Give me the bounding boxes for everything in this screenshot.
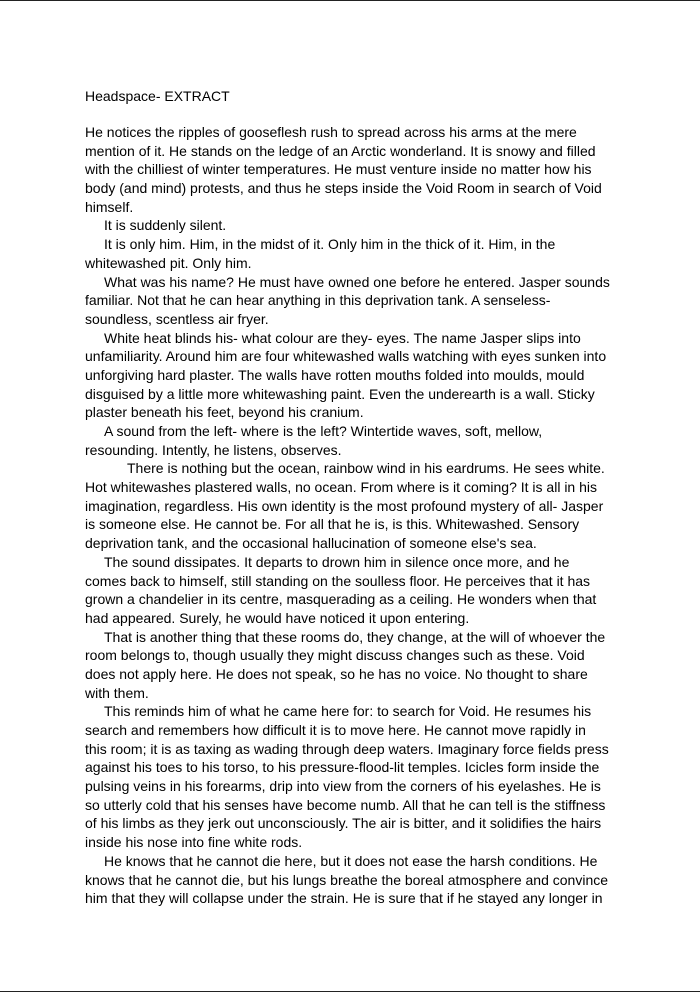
text-line: whitewashed pit. Only him. bbox=[85, 254, 252, 271]
text-line: room belongs to, though usually they might discuss changes such as these. Void bbox=[85, 647, 585, 664]
text-line: This reminds him of what he came here for: to search for Void. He resumes his bbox=[104, 703, 592, 720]
text-line: grown a chandelier in its centre, masquerading as a ceiling. He wonders when that bbox=[85, 591, 597, 608]
text-line: He knows that he cannot die here, but it does not ease the harsh conditions. He bbox=[104, 852, 598, 869]
text-line: body (and mind) protests, and thus he steps inside the Void Room in search of Void bbox=[85, 180, 602, 197]
text-line: pulsing veins in his forearms, drip into view from the corners of his eyelashes. He is bbox=[85, 778, 601, 795]
text-line: It is suddenly silent. bbox=[104, 217, 227, 234]
text-line: against his toes to his torso, to his pressure-flood-lit temples. Icicles form inside the bbox=[85, 759, 600, 776]
text-line: That is another thing that these rooms do, they change, at the will of whoever the bbox=[104, 628, 606, 645]
text-line: with the chilliest of winter temperatures. He must venture inside no matter how his bbox=[85, 161, 592, 178]
text-line: is someone else. He cannot be. For all that he is, is this. Whitewashed. Sensory bbox=[85, 516, 580, 533]
text-line: this room; it is as taxing as wading through deep waters. Imaginary force fields press bbox=[85, 740, 609, 757]
text-line: unfamiliarity. Around him are four whitewashed walls watching with eyes sunken into bbox=[85, 348, 607, 365]
text-line: of his limbs as they jerk out unconsciously. The air is bitter, and it solidifies the hairs bbox=[85, 815, 602, 832]
text-line: so utterly cold that his senses have become numb. All that he can tell is the stiffness bbox=[85, 796, 606, 813]
document-title: Headspace- EXTRACT bbox=[85, 88, 230, 104]
text-line: The sound dissipates. It departs to drown him in silence once more, and he bbox=[104, 553, 570, 570]
text-line: resounding. Intently, he listens, observes. bbox=[85, 441, 342, 458]
text-line: What was his name? He must have owned one before he entered. Jasper sounds bbox=[104, 273, 610, 290]
text-line: unforgiving hard plaster. The walls have rotten mouths folded into moulds, mould bbox=[85, 366, 585, 383]
text-line: It is only him. Him, in the midst of it. Only him in the thick of it. Him, in the bbox=[104, 236, 556, 253]
text-line: disguised by a little more whitewashing paint. Even the underearth is a wall. Sticky bbox=[85, 385, 595, 402]
text-line: search and remembers how difficult it is to move here. He cannot move rapidly in bbox=[85, 722, 586, 738]
text-line: Hot whitewashes plastered walls, no ocean. From where is it coming? It is all in his bbox=[85, 479, 597, 496]
text-line: familiar. Not that he can hear anything in this deprivation tank. A senseless- bbox=[85, 292, 551, 309]
text-line: inside his nose into fine white rods. bbox=[85, 834, 303, 851]
text-line: knows that he cannot die, but his lungs breathe the boreal atmosphere and convince bbox=[85, 871, 609, 888]
text-line: plaster beneath his feet, beyond his cranium. bbox=[85, 404, 364, 421]
text-line: deprivation tank, and the occasional hallucination of someone else's sea. bbox=[85, 535, 537, 552]
text-line: comes back to himself, still standing on the soulless floor. He perceives that it has bbox=[85, 572, 591, 589]
document-body bbox=[85, 123, 625, 908]
text-line: does not apply here. He does not speak, so he has no voice. No thought to share bbox=[85, 665, 588, 682]
text-line: had appeared. Surely, he would have noticed it upon entering. bbox=[85, 609, 470, 626]
text-line: There is nothing but the ocean, rainbow wind in his eardrums. He sees white. bbox=[127, 460, 605, 477]
text-line: mention of it. He stands on the ledge of an Arctic wonderland. It is snowy and filled bbox=[85, 142, 596, 159]
text-line: soundless, scentless air fryer. bbox=[85, 310, 269, 327]
text-line: with them. bbox=[85, 684, 149, 701]
text-line: White heat blinds his- what colour are they- eyes. The name Jasper slips into bbox=[104, 329, 581, 346]
text-line: him that they will collapse under the strain. He is sure that if he stayed any longer in bbox=[85, 890, 603, 907]
text-line: A sound from the left- where is the left? Wintertide waves, soft, mellow, bbox=[104, 423, 543, 439]
text-line: imagination, regardless. His own identity is the most profound mystery of all- Jasper bbox=[85, 497, 604, 514]
text-line: He notices the ripples of gooseflesh rush to spread across his arms at the mere bbox=[85, 124, 577, 140]
text-line: himself. bbox=[85, 198, 134, 215]
